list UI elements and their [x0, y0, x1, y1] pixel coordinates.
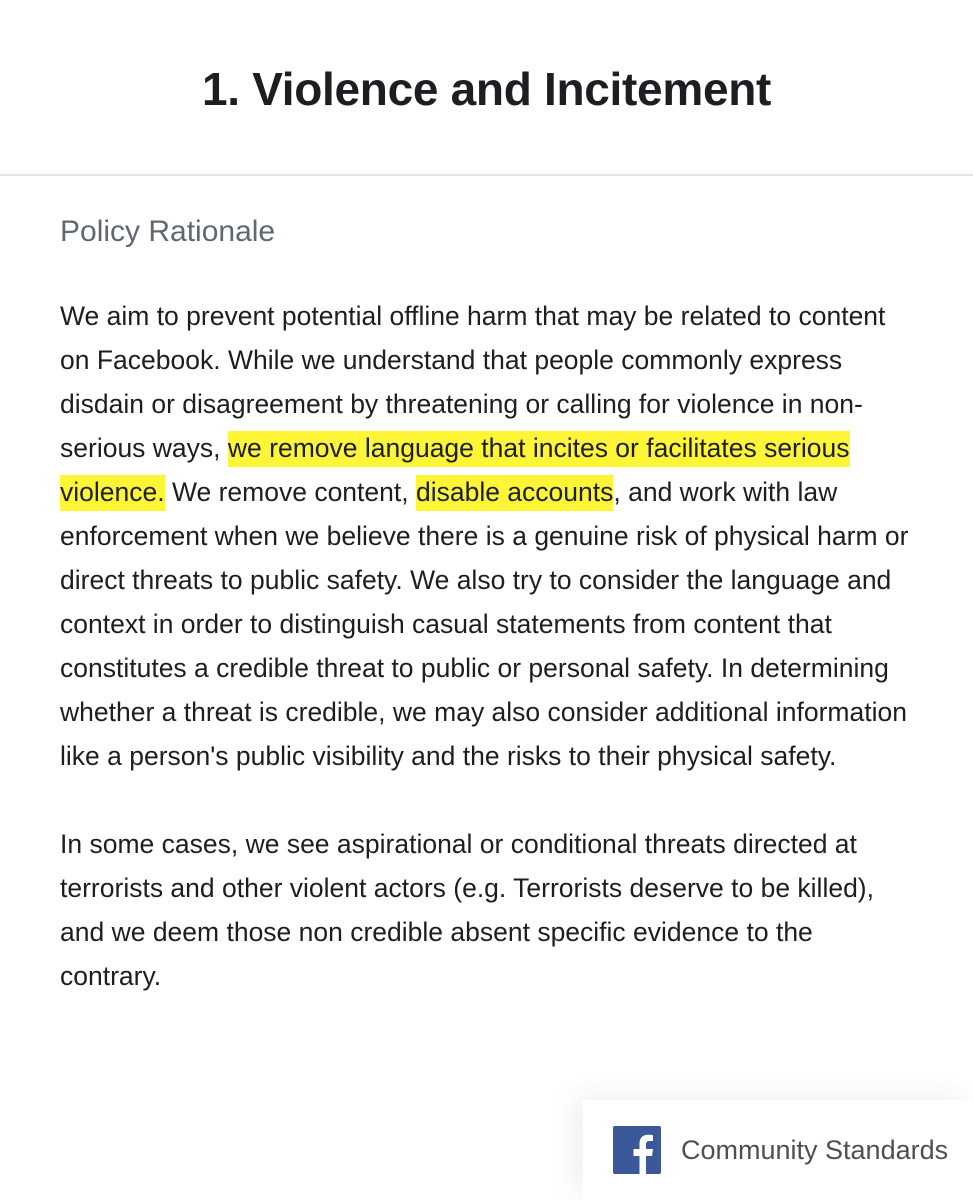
section-subtitle: Policy Rationale [60, 215, 276, 248]
page-title: 1. Violence and Incitement [201, 63, 772, 115]
highlighted-text: we remove language that incites or facilitates serious violence. [60, 431, 850, 511]
paragraph-text: We aim to prevent potential offline harm that may be related to content on Facebook. While we understand that people commonly express disdain or disagreement by threatening or calling for violence in non-serious ways, [60, 301, 886, 463]
paragraph-text: , and work with law enforcement when we believe there is a genuine risk of physical harm or direct threats to public safety. We also try to consider the language and context in order to distinguish casual statements from content that constitutes a credible threat to public or personal safety. In determining whether a threat is credible, we may also consider additional information like a person's public visibility and the risks to their physical safety. [60, 477, 909, 771]
community-standards-label: Community Standards [681, 1134, 949, 1165]
facebook-logo-icon [613, 1126, 661, 1174]
page-header [0, 0, 973, 176]
policy-paragraph-2: In some cases, we see aspirational or conditional threats directed at terrorists and other violent actors (e.g. Terrorists deserve to be killed), and we deem those non credible absent specific evidence to the contrary. [60, 829, 874, 991]
highlighted-text: disable accounts [416, 475, 613, 511]
policy-paragraph-1 [60, 294, 913, 778]
paragraph-text: We remove content, [164, 477, 416, 507]
community-standards-badge [583, 1100, 973, 1200]
policy-content [0, 212, 973, 998]
